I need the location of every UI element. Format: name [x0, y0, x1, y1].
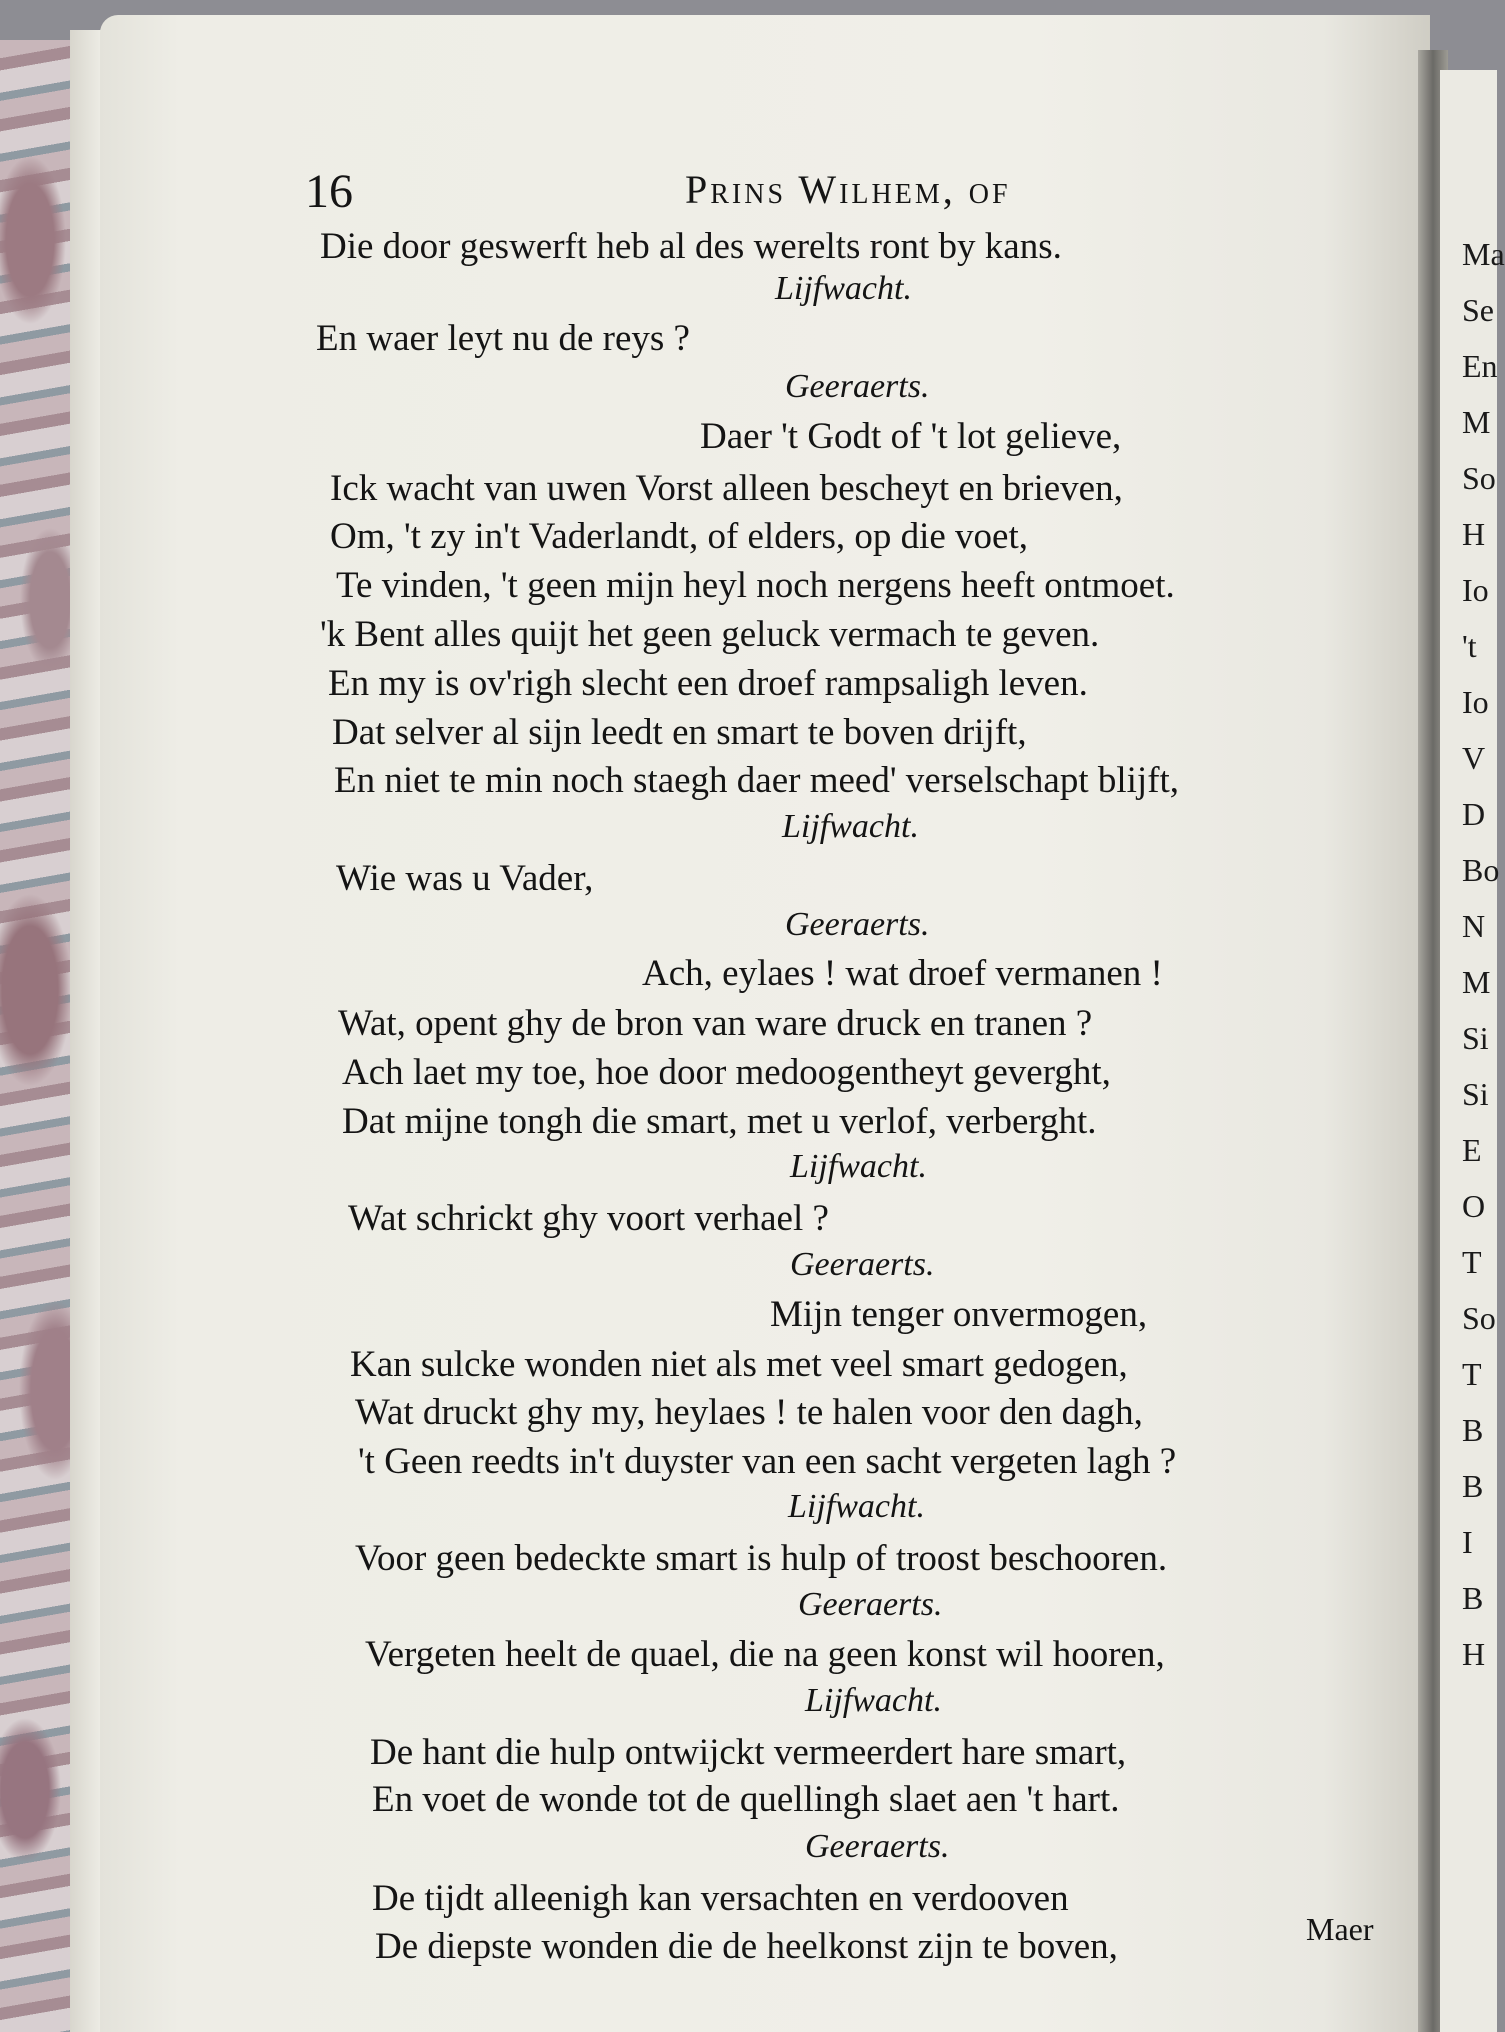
verse-line: Daer 't Godt of 't lot gelieve, — [700, 416, 1122, 457]
facing-page-fragment: V — [1462, 740, 1486, 776]
verse-line: De hant die hulp ontwijckt vermeerdert hare smart, — [370, 1732, 1127, 1773]
verse-line: De tijdt alleenigh kan versachten en verdooven — [372, 1878, 1069, 1919]
facing-page-fragment: B — [1462, 1580, 1484, 1616]
verse-line: Dat mijne tongh die smart, met u verlof, verberght. — [342, 1101, 1097, 1142]
verse-line: Ach, eylaes ! wat droef vermanen ! — [642, 953, 1163, 994]
speaker-name: Geeraerts. — [785, 906, 930, 943]
facing-page-fragment: M — [1462, 404, 1491, 440]
facing-page-fragment: T — [1462, 1356, 1482, 1392]
facing-page-fragment: Se — [1462, 292, 1494, 328]
verse-line: Dat selver al sijn leedt en smart te boven drijft, — [332, 712, 1027, 753]
verse-line: Wat, opent ghy de bron van ware druck en tranen ? — [338, 1003, 1093, 1044]
verse-line: En niet te min noch staegh daer meed' verselschapt blijft, — [334, 760, 1180, 801]
speaker-name: Lijfwacht. — [775, 270, 912, 307]
facing-page-fragment: H — [1462, 1636, 1486, 1672]
verse-line: Vergeten heelt de quael, die na geen konst wil hooren, — [365, 1634, 1165, 1675]
verse-line: Wat schrickt ghy voort verhael ? — [348, 1198, 829, 1239]
verse-line: Wie was u Vader, — [336, 858, 594, 899]
speaker-name: Lijfwacht. — [805, 1682, 942, 1719]
catchword: Maer — [1306, 1911, 1374, 1947]
speaker-name: Geeraerts. — [785, 368, 930, 405]
facing-page-fragment: So — [1462, 460, 1496, 496]
facing-page-fragment: Io — [1462, 572, 1489, 608]
speaker-name: Lijfwacht. — [788, 1488, 925, 1525]
verse-line: Ach laet my toe, hoe door medoogentheyt geverght, — [342, 1052, 1111, 1093]
facing-page-fragment: Ma — [1462, 236, 1505, 272]
speaker-name: Geeraerts. — [790, 1246, 935, 1283]
verse-line: Mijn tenger onvermogen, — [770, 1294, 1148, 1335]
speaker-name: Lijfwacht. — [790, 1148, 927, 1185]
facing-page-fragment: 't — [1462, 628, 1477, 664]
verse-line: Te vinden, 't geen mijn heyl noch nergens heeft ontmoet. — [336, 565, 1175, 606]
speaker-name: Lijfwacht. — [782, 808, 919, 845]
facing-page-fragment: B — [1462, 1412, 1484, 1448]
verse-line: De diepste wonden die de heelkonst zijn te boven, — [375, 1926, 1118, 1967]
facing-page-fragment: B — [1462, 1468, 1484, 1504]
facing-page-fragment: En — [1462, 348, 1498, 384]
facing-page-fragment: M — [1462, 964, 1491, 1000]
facing-page-fragment: Si — [1462, 1020, 1489, 1056]
facing-page — [1440, 70, 1505, 2032]
verse-line: Die door geswerft heb al des werelts ront by kans. — [320, 226, 1062, 267]
page-number: 16 — [305, 165, 353, 218]
verse-line: Wat druckt ghy my, heylaes ! te halen voor den dagh, — [355, 1392, 1143, 1433]
verse-line: 't Geen reedts in't duyster van een sacht vergeten lagh ? — [358, 1441, 1177, 1482]
facing-page-fragment: I — [1462, 1524, 1473, 1560]
page-header — [305, 165, 1405, 218]
running-title: Prins Wilhem, of — [685, 167, 1011, 212]
facing-page-fragment: Si — [1462, 1076, 1489, 1112]
facing-page-fragment: Bo — [1462, 852, 1500, 888]
verse-line: Voor geen bedeckte smart is hulp of troost beschooren. — [355, 1538, 1168, 1579]
verse-line: Ick wacht van uwen Vorst alleen bescheyt en brieven, — [330, 468, 1123, 509]
speaker-name: Geeraerts. — [805, 1828, 950, 1865]
verse-line: En waer leyt nu de reys ? — [316, 318, 690, 359]
verse-line: Kan sulcke wonden niet als met veel smart gedogen, — [350, 1344, 1128, 1385]
verse-line: 'k Bent alles quijt het geen geluck vermach te geven. — [320, 614, 1100, 655]
facing-page-fragment: N — [1462, 908, 1486, 944]
facing-page-fragment: T — [1462, 1244, 1482, 1280]
facing-page-fragment: H — [1462, 516, 1486, 552]
facing-page-fragment: E — [1462, 1132, 1482, 1168]
facing-page-fragment: So — [1462, 1300, 1496, 1336]
verse-line: Om, 't zy in't Vaderlandt, of elders, op die voet, — [330, 516, 1029, 557]
verse-line: En voet de wonde tot de quellingh slaet aen 't hart. — [372, 1779, 1120, 1820]
facing-page-fragment: O — [1462, 1188, 1486, 1224]
facing-page-fragment: Io — [1462, 684, 1489, 720]
facing-page-fragment: D — [1462, 796, 1486, 832]
verse-line: En my is ov'righ slecht een droef rampsaligh leven. — [328, 663, 1088, 704]
speaker-name: Geeraerts. — [798, 1586, 943, 1623]
